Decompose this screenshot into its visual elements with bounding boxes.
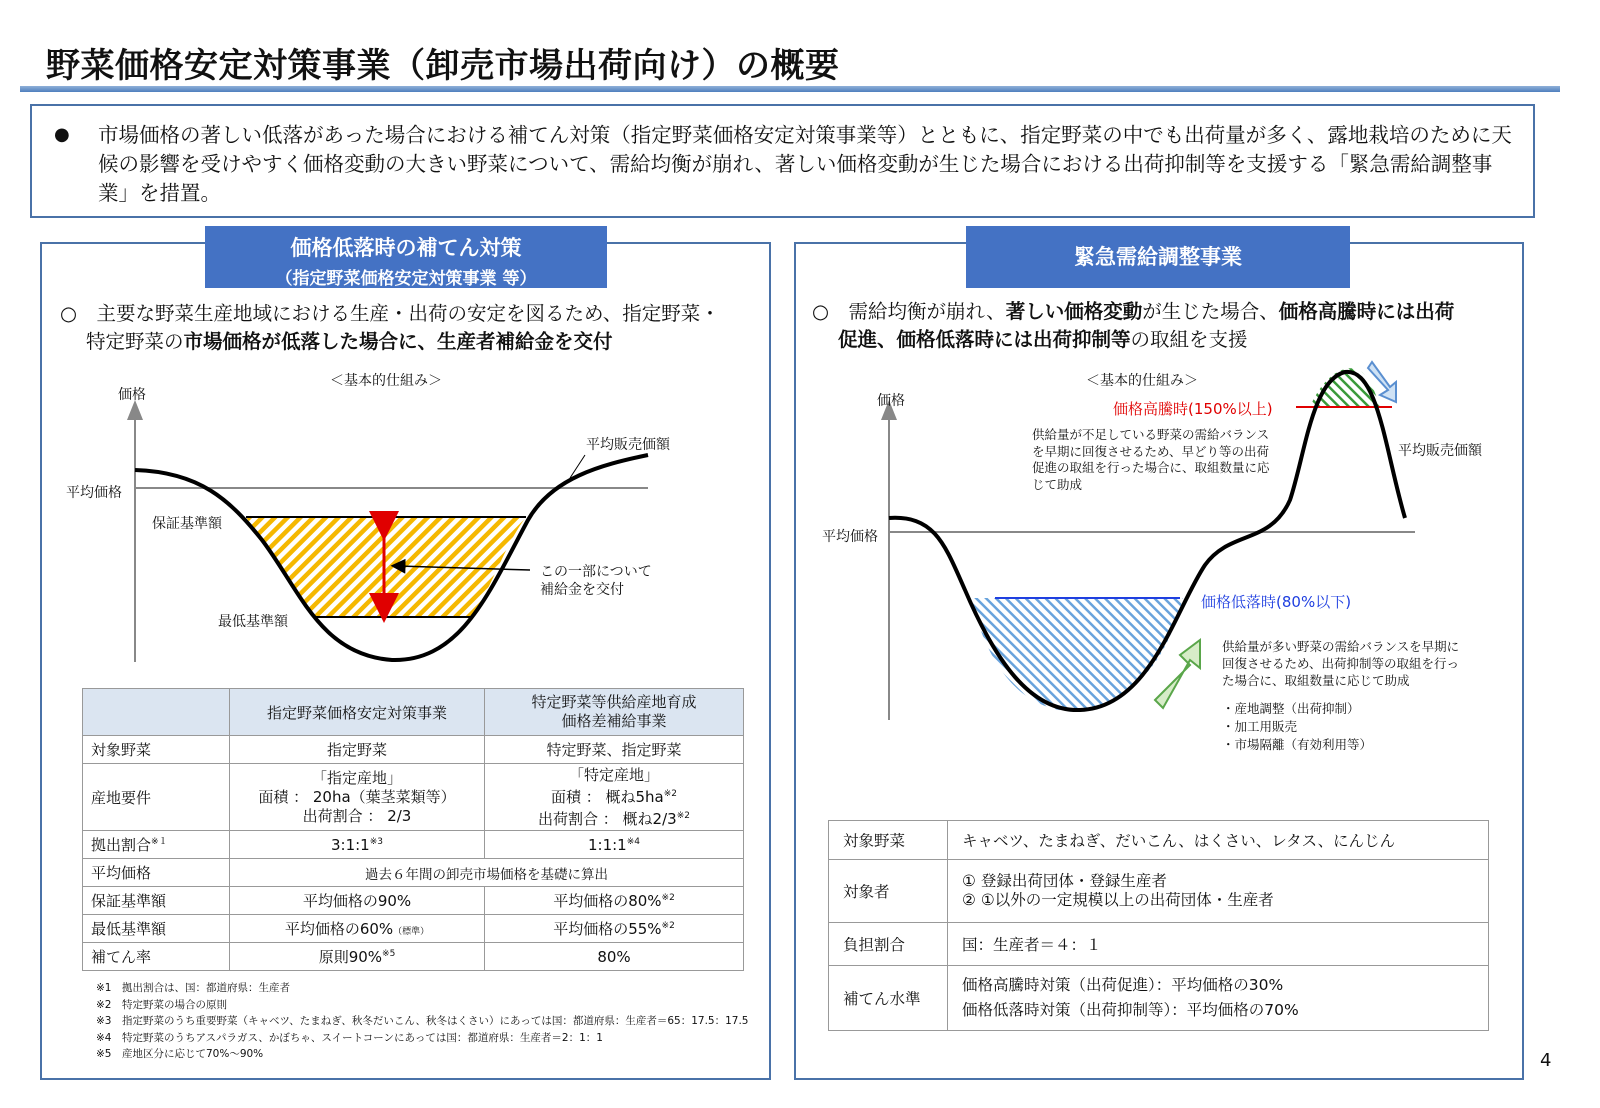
level-line: 価格高騰時対策（出荷促進）：平均価格の30%: [962, 976, 1284, 994]
table-cell: [485, 764, 744, 831]
left-comparison-table: [82, 688, 744, 971]
level-line: 価格低落時対策（出荷抑制等）：平均価格の70%: [962, 1001, 1299, 1019]
left-avg-label: 平均価格: [66, 485, 122, 501]
left-minimum-label: 最低基準額: [218, 614, 288, 630]
right-low-label: 価格低落時(80%以下): [1201, 593, 1352, 611]
left-header-subtitle: （指定野菜価格安定対策事業 等）: [275, 269, 537, 289]
table-row: [829, 821, 1489, 860]
who-line: ① 登録出荷団体・登録生産者: [962, 872, 1167, 890]
table-row: [829, 923, 1489, 966]
table-row: [83, 915, 744, 943]
table-cell: 国：生産者＝４：１: [948, 923, 1489, 966]
left-caption: ＜基本的仕組み＞: [330, 373, 442, 389]
footnote-mark: ※2: [661, 921, 675, 931]
footnote: ※2 特定野菜の場合の原則: [96, 998, 227, 1011]
table-row: [83, 831, 744, 859]
area-col2-line: 「特定産地」: [568, 765, 659, 784]
table-cell-label: 最低基準額: [83, 915, 230, 943]
table-cell: 指定野菜: [230, 736, 485, 764]
high-note-line: じて助成: [1032, 476, 1083, 492]
right-y-label: 価格: [877, 393, 905, 409]
footnote: ※1 拠出割合は、国：都道府県：生産者: [96, 982, 290, 994]
right-lead-plain: の取組を支援: [1130, 328, 1248, 351]
table-cell-label: 平均価格: [83, 859, 230, 887]
table-cell: [230, 943, 485, 971]
table-header-col1: 指定野菜価格安定対策事業: [230, 689, 485, 736]
min-col1-sub: （標準）: [393, 927, 430, 937]
right-avg-label: 平均価格: [822, 529, 878, 545]
left-sales-label: 平均販売価額: [586, 437, 670, 453]
min-col1: 平均価格の60%: [284, 920, 394, 938]
table-cell: キャベツ、たまねぎ、だいこん、はくさい、レタス、にんじん: [948, 821, 1489, 860]
footnote: ※5 産地区分に応じて70%～90%: [96, 1048, 264, 1061]
left-diagram: [135, 410, 648, 662]
table-cell: [485, 887, 744, 915]
table-cell-label: 産地要件: [83, 764, 230, 831]
rate-col1: 原則90%: [318, 948, 383, 966]
area-col1-line: 「指定産地」: [311, 768, 402, 787]
share-col1: 3:1:1: [330, 835, 370, 854]
right-lead-bold: 促進、価格低落時には出荷抑制等: [838, 328, 1131, 351]
footnote-mark: ※2: [676, 810, 690, 821]
footnote-mark: ※4: [626, 836, 641, 847]
table-cell-label: 対象野菜: [829, 821, 948, 860]
page-title: 野菜価格安定対策事業（卸売市場出荷向け）の概要: [46, 46, 840, 86]
table-cell: 過去６年間の卸売市場価格を基礎に算出: [230, 859, 744, 887]
table-cell-label: 対象者: [829, 860, 948, 923]
left-y-label: 価格: [118, 387, 146, 403]
footnote-mark: ※2: [661, 893, 675, 903]
table-cell: [948, 860, 1489, 923]
left-lead-bold: 市場価格が低落した場合に、生産者補給金を交付: [183, 330, 613, 353]
table-row: [83, 736, 744, 764]
area-col2-text: 面積 ： 概ね5ha: [550, 787, 664, 806]
low-note-line: 供給量が多い野菜の需給バランスを早期に: [1222, 639, 1460, 654]
footnotes: [96, 980, 748, 1063]
measure-item: ・産地調整（出荷抑制）: [1222, 701, 1360, 716]
table-row: [829, 860, 1489, 923]
summary-text: 市場価格の著しい低落があった場合における補てん対策（指定野菜価格安定対策事業等）とともに、指定野菜の中でも出荷量が多く、露地栽培のために天候の影響を受けやすく価格変動の大きい野菜について、需給均衡が崩れ、著しい価格変動が生じた場合における出荷抑制等を支援する「緊急需給調整事業」を措置。: [98, 123, 1512, 205]
who-line: ② ①以外の一定規模以上の出荷団体・生産者: [962, 891, 1274, 909]
left-note-line2: 補給金を交付: [540, 582, 624, 598]
table-cell: [948, 966, 1489, 1031]
right-lead-bold: 価格高騰時には出荷: [1278, 300, 1455, 323]
table-cell: 平均価格の90%: [230, 887, 485, 915]
area-col1-line: 出荷割合 ： 2/3: [302, 806, 412, 825]
right-lead-bold: 著しい価格変動: [1005, 300, 1143, 323]
table-cell: [230, 831, 485, 859]
table-cell-label: 補てん率: [83, 943, 230, 971]
footnote-mark: ※2: [663, 788, 678, 799]
measure-item: ・市場隔離（有効利用等）: [1222, 737, 1373, 752]
table-row: [83, 887, 744, 915]
table-cell: [230, 915, 485, 943]
right-high-label: 価格高騰時(150%以上): [1113, 400, 1273, 418]
area-col2-text: 出荷割合 ： 概ね2/3: [538, 809, 677, 828]
footnote-mark: ※5: [382, 949, 396, 959]
high-note-line: 供給量が不足している野菜の需給バランス: [1032, 427, 1270, 442]
footnote-mark: ※3: [369, 836, 384, 847]
right-lead-line1: [812, 298, 1512, 326]
table-row: [83, 859, 744, 887]
right-panel-header: 緊急需給調整事業: [966, 226, 1350, 288]
high-note-line: 促進の取組を行った場合に、取組数量に応: [1032, 460, 1270, 475]
table-cell: [230, 764, 485, 831]
min-col2: 平均価格の55%: [553, 920, 662, 938]
page-number: 4: [1540, 1050, 1552, 1071]
right-lead-line2: [812, 326, 1512, 354]
left-subsidy-note: [540, 563, 652, 599]
table-cell-label: 負担割合: [829, 923, 948, 966]
table-cell-label: 保証基準額: [83, 887, 230, 915]
left-guarantee-label: 保証基準額: [152, 516, 222, 532]
right-lead-plain: が生じた場合、: [1142, 300, 1279, 323]
right-low-note: [1222, 638, 1459, 689]
low-note-line: た場合に、取組数量に応じて助成: [1222, 673, 1410, 688]
table-cell: 特定野菜、指定野菜: [485, 736, 744, 764]
left-note-line1: この一部について: [540, 564, 652, 580]
right-measures: [1222, 700, 1372, 754]
high-note-line: を早期に回復させるため、早どり等の出荷: [1032, 443, 1270, 459]
right-high-note: [1032, 427, 1270, 493]
area-col1-line: 面積 ： 20ha（葉茎菜類等）: [258, 787, 456, 806]
right-caption: ＜基本的仕組み＞: [1086, 373, 1198, 389]
footnote-mark: ※１: [151, 837, 168, 847]
left-header-title: 価格低落時の補てん対策: [290, 236, 522, 260]
table-row: [829, 966, 1489, 1031]
share-col2: 1:1:1: [587, 835, 627, 854]
right-sales-label: 平均販売価額: [1398, 443, 1482, 459]
bullet-icon: ●: [54, 124, 70, 145]
right-lead-plain: ○ 需給均衡が崩れ、: [812, 300, 1006, 323]
left-lead-plain: 特定野菜の: [86, 330, 184, 353]
right-lead-text: [812, 298, 1512, 354]
footnote: ※4 特定野菜のうちアスパラガス、かぼちゃ、スイートコーンにあっては国：都道府県：生産者＝2：1：1: [96, 1031, 603, 1044]
footnote: ※3 指定野菜のうち重要野菜（キャベツ、たまねぎ、秋冬だいこん、秋冬はくさい）にあっては国：都道府県：生産者＝65：17.5：17.5: [96, 1015, 749, 1028]
guar-col2: 平均価格の80%: [553, 892, 662, 910]
table-cell: [485, 915, 744, 943]
table-row: [83, 764, 744, 831]
left-lead-line1: ○ 主要な野菜生産地域における生産・出荷の安定を図るため、指定野菜・: [60, 302, 720, 325]
table-header-empty: [83, 689, 230, 736]
area-col2-line: [493, 807, 735, 829]
share-label: 拠出割合: [91, 836, 152, 854]
table-header-row: [83, 689, 744, 736]
table-cell: 80%: [485, 943, 744, 971]
table-cell-label: 対象野菜: [83, 736, 230, 764]
table-cell-label: [83, 831, 230, 859]
table-row: [83, 943, 744, 971]
measure-item: ・加工用販売: [1222, 719, 1298, 734]
right-info-table: [828, 820, 1489, 1031]
table-cell: [485, 831, 744, 859]
table-header-col2: 特定野菜等供給産地育成 価格差補給事業: [485, 689, 744, 736]
area-col2-line: [493, 785, 735, 807]
table-cell-label: 補てん水準: [829, 966, 948, 1031]
low-note-line: 回復させるため、出荷抑制等の取組を行っ: [1222, 656, 1460, 671]
